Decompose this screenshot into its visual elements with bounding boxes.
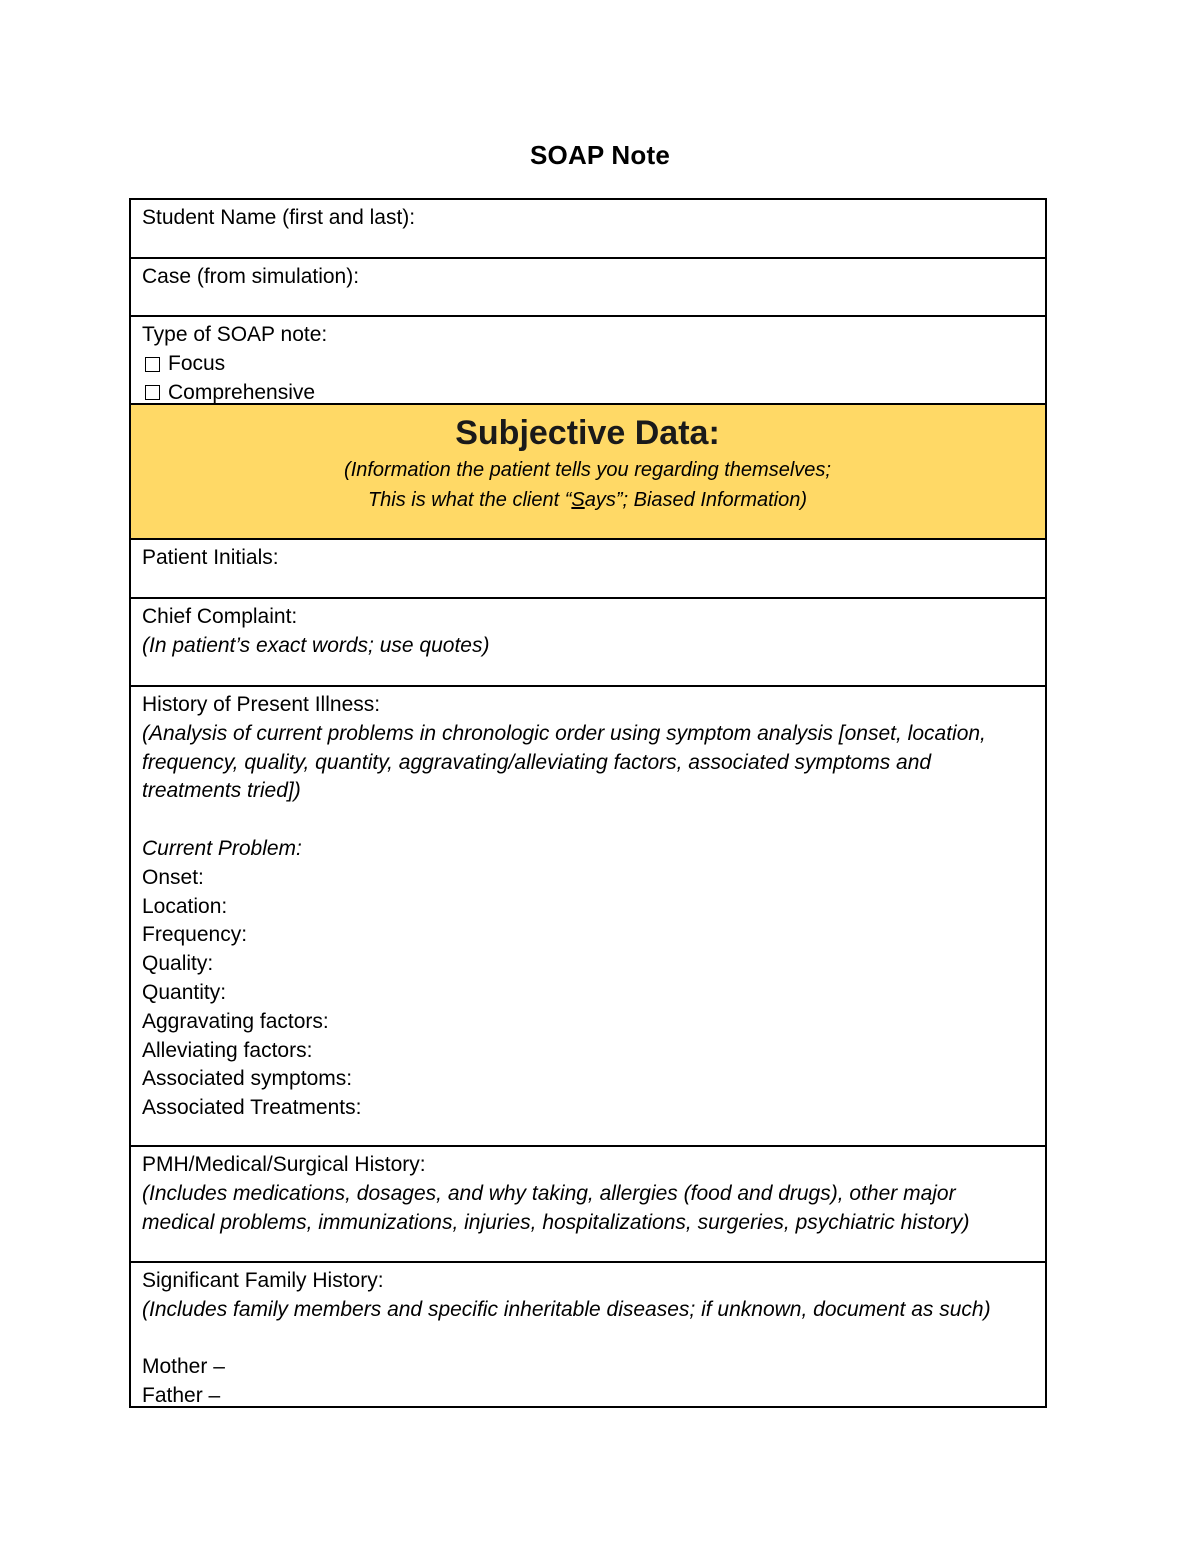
comprehensive-option[interactable]	[142, 379, 1033, 408]
page-title: SOAP Note	[529, 140, 670, 170]
hpi-field-alleviating: Alleviating factors:	[142, 1038, 313, 1062]
soap-type-row	[131, 317, 1045, 405]
chief-complaint-label: Chief Complaint:	[142, 605, 298, 628]
case-row[interactable]	[131, 259, 1045, 317]
subjective-line2-start: This is what the client “	[367, 489, 572, 511]
focus-option[interactable]	[142, 350, 1033, 379]
hpi-label: History of Present Illness:	[142, 693, 381, 716]
hpi-field-location: Location:	[142, 894, 228, 918]
student-name-row[interactable]	[131, 200, 1045, 259]
comprehensive-option-label: Comprehensive	[168, 380, 316, 404]
pmh-label: PMH/Medical/Surgical History:	[142, 1153, 426, 1176]
subjective-description-line-1: (Information the patient tells you regarding themselves;	[344, 459, 831, 481]
family-member-father: Father –	[142, 1384, 221, 1408]
hpi-field-associated-treatments: Associated Treatments:	[142, 1096, 362, 1120]
soap-type-label: Type of SOAP note:	[142, 323, 328, 346]
soap-form-table	[129, 198, 1047, 1408]
comprehensive-checkbox[interactable]	[145, 385, 160, 400]
subjective-data-banner	[131, 405, 1045, 540]
student-name-label: Student Name (first and last):	[142, 206, 416, 229]
patient-initials-label: Patient Initials:	[142, 546, 279, 569]
subjective-heading: Subjective Data:	[455, 414, 720, 452]
family-history-hint: (Includes family members and specific inheritable diseases; if unknown, document as such)	[142, 1297, 991, 1321]
focus-checkbox[interactable]	[145, 357, 160, 372]
family-member-mother: Mother –	[142, 1355, 225, 1379]
hpi-row[interactable]	[131, 687, 1045, 1147]
focus-option-label: Focus	[168, 351, 226, 375]
pmh-row[interactable]	[131, 1147, 1045, 1263]
hpi-spacer	[142, 806, 1033, 835]
subjective-line2-end: ays”; Biased Information)	[584, 489, 808, 511]
hpi-field-frequency: Frequency:	[142, 923, 248, 947]
hpi-field-associated-symptoms: Associated symptoms:	[142, 1067, 353, 1091]
family-spacer	[142, 1325, 1033, 1354]
subjective-description-line-2	[142, 485, 1033, 515]
patient-initials-row[interactable]	[131, 540, 1045, 599]
subjective-line2-underlined: S	[571, 489, 585, 511]
family-history-label: Significant Family History:	[142, 1269, 384, 1292]
chief-complaint-hint: (In patient’s exact words; use quotes)	[142, 633, 490, 657]
case-label: Case (from simulation):	[142, 265, 360, 288]
hpi-field-quantity: Quantity:	[142, 980, 227, 1004]
hpi-field-quality: Quality:	[142, 952, 214, 976]
family-history-row[interactable]	[131, 1263, 1045, 1406]
hpi-hint: (Analysis of current problems in chronologic order using symptom analysis [onset, location, frequency, quality, quantity, aggravating/alleviating factors, associated symptoms and treatments tried])	[142, 721, 986, 803]
hpi-field-onset: Onset:	[142, 865, 204, 889]
hpi-current-problem: Current Problem:	[142, 836, 302, 860]
pmh-hint: (Includes medications, dosages, and why taking, allergies (food and drugs), other major medical problems, immunizations, injuries, hospitalizations, surgeries, psychiatric history)	[142, 1181, 970, 1234]
chief-complaint-row[interactable]	[131, 599, 1045, 687]
hpi-field-aggravating: Aggravating factors:	[142, 1009, 329, 1033]
